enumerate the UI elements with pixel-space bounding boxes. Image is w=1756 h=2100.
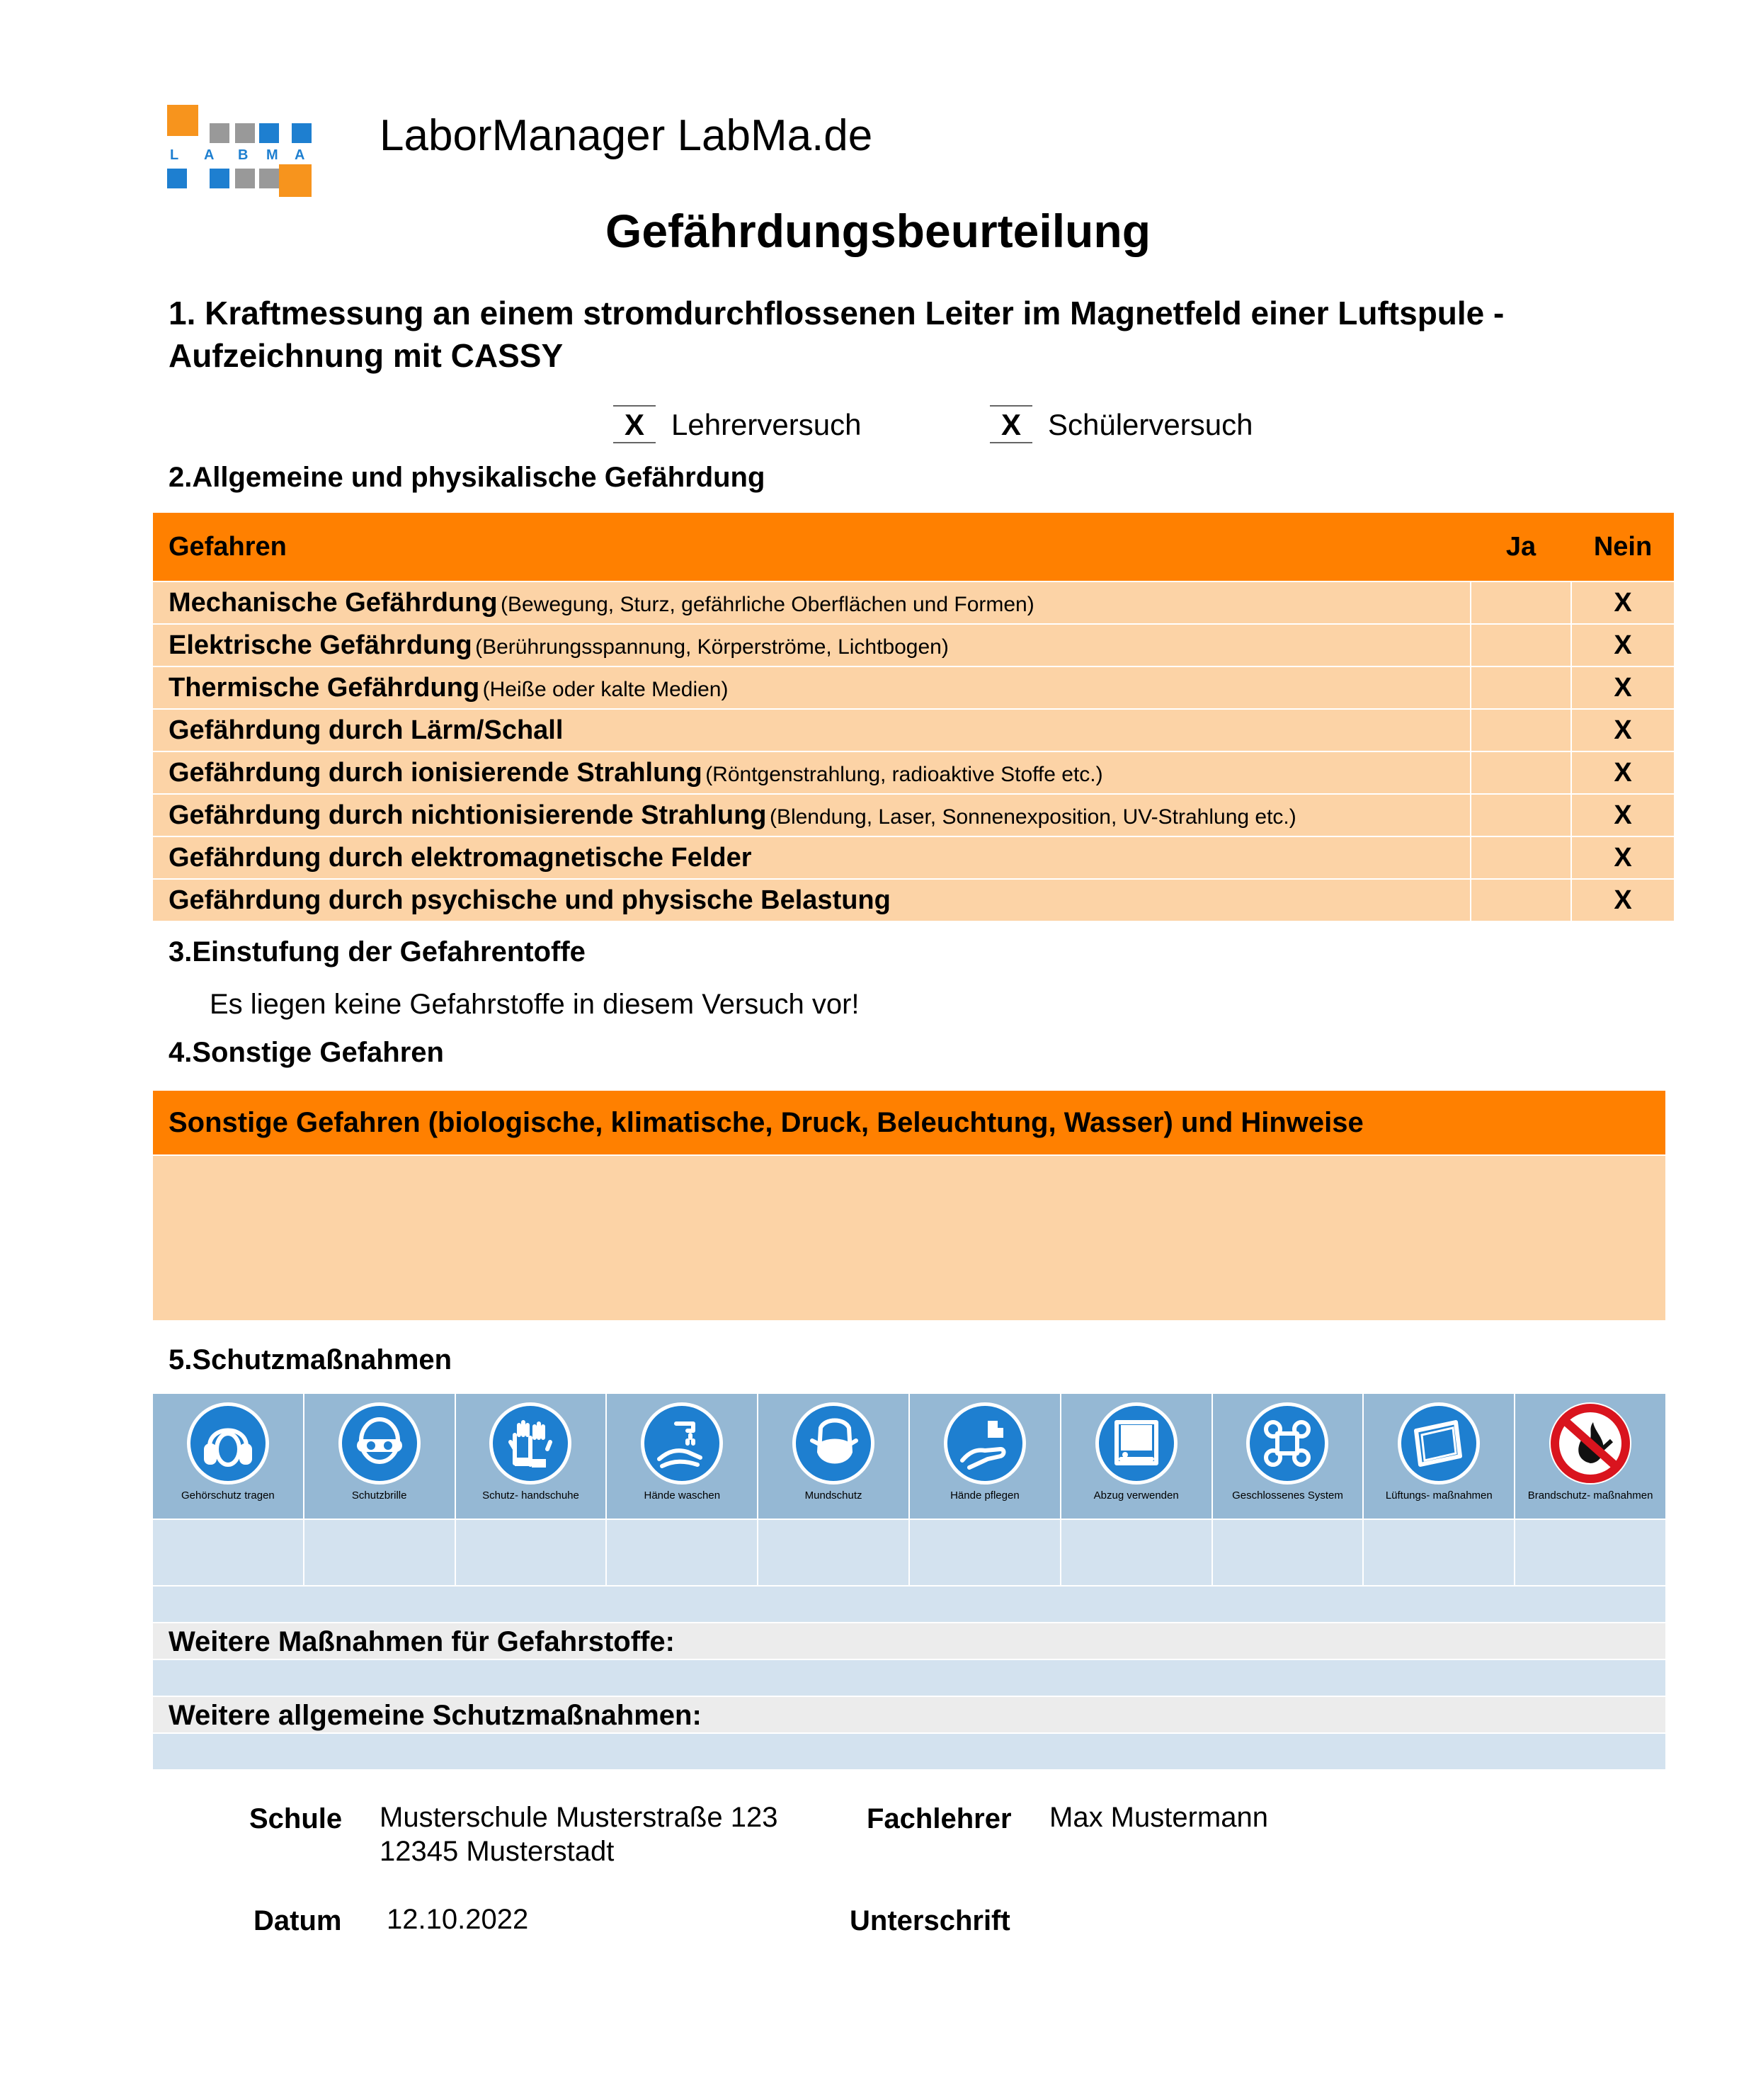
hand-wash-icon [638, 1400, 726, 1487]
hazard-yes-cell[interactable] [1471, 795, 1570, 836]
hazard-detail: (Berührungsspannung, Körperströme, Lichtbogen) [475, 635, 949, 659]
measure-cell [1515, 1394, 1665, 1519]
measure-label: Gehörschutz tragen [181, 1489, 275, 1502]
hazard-name: Gefährdung durch psychische und physische Belastung [169, 885, 891, 915]
teacher-check-mark[interactable]: X [613, 405, 656, 443]
column-header-hazards: Gefahren [153, 513, 1470, 581]
hazard-yes-cell[interactable] [1471, 880, 1570, 921]
face-mask-icon [789, 1400, 877, 1487]
measure-label: Hände waschen [644, 1489, 721, 1502]
hazard-name: Mechanische Gefährdung [169, 588, 498, 618]
measure-entry-cell[interactable] [304, 1520, 455, 1585]
section-3-heading: 3.Einstufung der Gefahrentoffe [169, 936, 586, 967]
column-header-no: Nein [1572, 513, 1674, 581]
hazard-row [153, 880, 1674, 921]
labma-logo [167, 105, 312, 201]
hazard-name: Gefährdung durch nichtionisierende Strahlung [169, 800, 767, 830]
hazard-yes-cell[interactable] [1471, 752, 1570, 793]
measure-label: Abzug verwenden [1093, 1489, 1179, 1502]
measure-label: Geschlossenes System [1232, 1489, 1343, 1502]
hazard-row [153, 625, 1674, 666]
measure-entry-cell[interactable] [1213, 1520, 1363, 1585]
hazard-yes-cell[interactable] [1471, 837, 1570, 878]
hazard-yes-cell[interactable] [1471, 625, 1570, 666]
hazard-row [153, 752, 1674, 793]
no-fire-icon [1546, 1400, 1634, 1487]
hazard-name: Gefährdung durch Lärm/Schall [169, 715, 564, 745]
measure-cell [304, 1394, 455, 1519]
date-label: Datum [253, 1905, 342, 1936]
section-2-heading: 2.Allgemeine und physikalische Gefährdung [169, 462, 765, 493]
hazard-yes-cell[interactable] [1471, 582, 1570, 623]
hazard-name: Gefährdung durch elektromagnetische Felder [169, 843, 752, 873]
hazard-name: Gefährdung durch ionisierende Strahlung [169, 758, 702, 788]
student-check-label: Schülerversuch [1048, 408, 1253, 441]
school-address-line1: Musterschule Musterstraße 123 [380, 1802, 778, 1833]
hazard-name-cell [153, 795, 1470, 836]
teacher-check-label: Lehrerversuch [671, 408, 862, 441]
hazard-name-cell [153, 837, 1470, 878]
date-value: 12.10.2022 [387, 1904, 529, 1935]
further-hazmat-measures-field[interactable] [153, 1660, 1665, 1696]
hazard-no-cell[interactable]: X [1572, 667, 1674, 708]
section-4-heading: 4.Sonstige Gefahren [169, 1037, 444, 1068]
hazard-row [153, 710, 1674, 751]
signature-label: Unterschrift [850, 1905, 1010, 1936]
logo-letter: B [238, 147, 249, 163]
hazard-name-cell [153, 710, 1470, 751]
fume-hood-icon [1093, 1400, 1180, 1487]
measure-cell [1364, 1394, 1514, 1519]
logo-letter: A [204, 147, 215, 163]
gloves-icon [486, 1400, 574, 1487]
measure-cell [1213, 1394, 1363, 1519]
teacher-label: Fachlehrer [867, 1803, 1012, 1834]
logo-letter: A [295, 147, 305, 163]
measure-entry-cell[interactable] [758, 1520, 908, 1585]
hazard-row [153, 837, 1674, 878]
hazard-name-cell [153, 625, 1470, 666]
teacher-name: Max Mustermann [1049, 1802, 1268, 1833]
hazard-detail: (Heiße oder kalte Medien) [482, 678, 729, 701]
document-title: Gefährdungsbeurteilung [605, 205, 1151, 257]
measure-cell [1061, 1394, 1211, 1519]
no-hazardous-substances-text: Es liegen keine Gefahrstoffe in diesem Versuch vor! [210, 989, 860, 1020]
measure-cell [607, 1394, 757, 1519]
hazard-row [153, 795, 1674, 836]
hazard-row [153, 582, 1674, 623]
measure-label: Lüftungs- maßnahmen [1385, 1489, 1493, 1502]
measure-label: Schutz- handschuhe [482, 1489, 579, 1502]
section-5-heading: 5.Schutzmaßnahmen [169, 1344, 452, 1375]
measure-cell [758, 1394, 908, 1519]
measure-entry-cell[interactable] [1364, 1520, 1514, 1585]
hazard-detail: (Röntgenstrahlung, radioaktive Stoffe etc.) [705, 763, 1103, 786]
measure-cell [153, 1394, 303, 1519]
hazard-no-cell[interactable]: X [1572, 880, 1674, 921]
closed-system-icon [1243, 1400, 1331, 1487]
measure-label: Schutzbrille [351, 1489, 407, 1502]
measure-entry-cell[interactable] [456, 1520, 606, 1585]
hazard-row [153, 667, 1674, 708]
hazard-detail: (Blendung, Laser, Sonnenexposition, UV-Strahlung etc.) [769, 805, 1296, 829]
hazard-name-cell [153, 667, 1470, 708]
ventilation-icon [1395, 1400, 1483, 1487]
hazard-no-cell[interactable]: X [1572, 795, 1674, 836]
school-label: Schule [249, 1803, 343, 1834]
hazard-yes-cell[interactable] [1471, 667, 1570, 708]
other-hazards-field[interactable] [153, 1156, 1665, 1320]
hazard-name: Thermische Gefährdung [169, 673, 480, 703]
measure-label: Hände pflegen [950, 1489, 1020, 1502]
hazard-no-cell[interactable]: X [1572, 752, 1674, 793]
hazard-no-cell[interactable]: X [1572, 837, 1674, 878]
hazard-name-cell [153, 752, 1470, 793]
hazard-table [153, 513, 1674, 921]
school-address-line2: 12345 Musterstadt [380, 1836, 615, 1867]
hazard-no-cell[interactable]: X [1572, 625, 1674, 666]
measure-entry-cell[interactable] [153, 1520, 303, 1585]
measure-label: Mundschutz [804, 1489, 862, 1502]
brand-name: LaborManager LabMa.de [380, 111, 873, 160]
protective-measures-table [153, 1394, 1665, 1769]
measures-spacer [153, 1587, 1665, 1622]
hazard-name-cell [153, 582, 1470, 623]
hazard-yes-cell[interactable] [1471, 710, 1570, 751]
hazard-no-cell[interactable]: X [1572, 582, 1674, 623]
other-hazards-header: Sonstige Gefahren (biologische, klimatische, Druck, Beleuchtung, Wasser) und Hinweise [153, 1091, 1665, 1154]
measure-cell [456, 1394, 606, 1519]
measure-entry-cell[interactable] [1061, 1520, 1211, 1585]
measure-cell [910, 1394, 1060, 1519]
hazard-name-cell [153, 880, 1470, 921]
hazard-table-header [153, 513, 1674, 581]
hazard-name: Elektrische Gefährdung [169, 630, 472, 660]
further-hazmat-measures-label: Weitere Maßnahmen für Gefahrstoffe: [153, 1623, 1665, 1659]
measure-label: Brandschutz- maßnahmen [1527, 1489, 1653, 1502]
measure-entry-cell[interactable] [607, 1520, 757, 1585]
measure-entry-cell[interactable] [1515, 1520, 1665, 1585]
hazard-detail: (Bewegung, Sturz, gefährliche Oberflächen und Formen) [501, 593, 1034, 616]
logo-letter: M [266, 147, 278, 163]
logo-letter: L [170, 147, 179, 163]
student-check-mark[interactable]: X [990, 405, 1032, 443]
goggles-icon [336, 1400, 423, 1487]
hand-care-icon [941, 1400, 1029, 1487]
further-general-measures-field[interactable] [153, 1734, 1665, 1769]
measure-entry-cell[interactable] [910, 1520, 1060, 1585]
hazard-no-cell[interactable]: X [1572, 710, 1674, 751]
further-general-measures-label: Weitere allgemeine Schutzmaßnahmen: [153, 1697, 1665, 1732]
column-header-yes: Ja [1471, 513, 1570, 581]
ear-protection-icon [184, 1400, 272, 1487]
experiment-title: 1. Kraftmessung an einem stromdurchflossenen Leiter im Magnetfeld einer Luftspule - Aufzeichnung mit CASSY [169, 295, 1505, 374]
